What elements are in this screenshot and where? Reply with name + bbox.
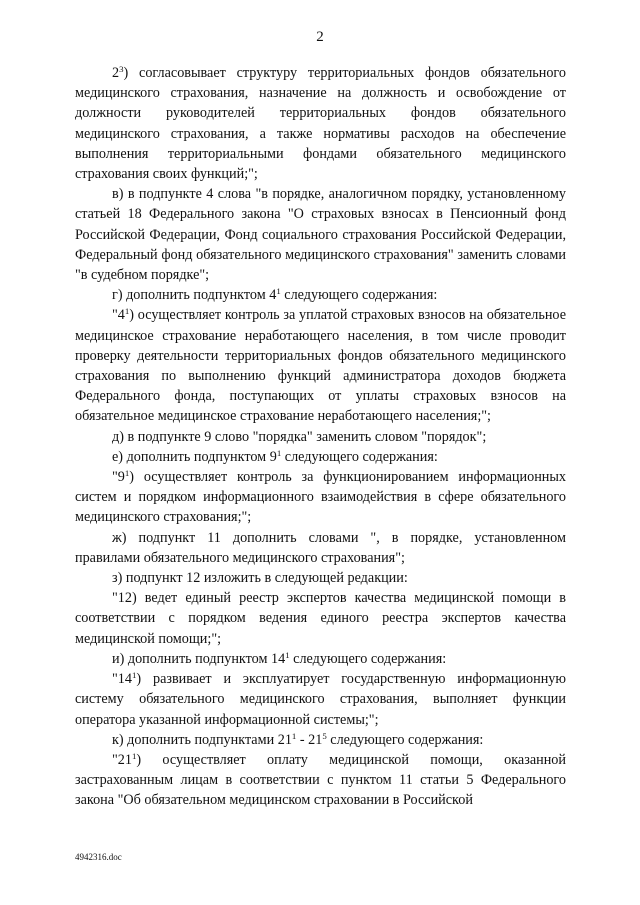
paragraph: "$14^1$) развивает и эксплуатирует государственную информационную систему обязательного медицинского страхования, выполняет функции оператора указанной информационной системы;"; — [75, 670, 566, 728]
page-number: 2 — [316, 29, 324, 45]
paragraph: в) в подпункте 4 слова "в порядке, аналогичном порядку, установленному статьей 18 Федерального закона "О страховых взносах в Пенсионный фонд Российской Федерации, Фонд социального страхования Российской Федерации, Федеральный фонд обязательного медицинского страхования" заменить словами "в судебном порядке"; — [75, 186, 566, 284]
paragraph: к) дополнить подпунктами $21^1 - 21^5$ следующего содержания: — [112, 730, 484, 748]
paragraph: г) дополнить подпунктом $4^1$ следующего содержания: — [112, 286, 438, 304]
document-body — [75, 63, 566, 811]
footer-filename: 4942316.doc — [75, 852, 122, 862]
paragraph: "12) ведет единый реестр экспертов качества медицинской помощи в соответствии с порядком ведения единого реестра экспертов качества медицинской помощи;"; — [75, 590, 566, 647]
paragraph: "$4^1$) осуществляет контроль за уплатой страховых взносов на обязательное медицинское страхование неработающего населения, в том числе проводит проверку деятельности территориальных фондов обязательного медицинского страхования по выполнению функций администратора доходов бюджета Федерального фонда, поступающих от уплаты страховых взносов на обязательное медицинское страхование неработающего населения;"; — [75, 306, 566, 425]
paragraph: ж) подпункт 11 дополнить словами ", в порядке, установленном правилами обязательного медицинского страхования"; — [75, 529, 566, 566]
paragraph: $2^3$) согласовывает структуру территориальных фондов обязательного медицинского страхования, назначение на должность и освобождение от должности руководителей территориальных фондов обязательного медицинского страхования, а также нормативы расходов на обеспечение выполнения территориальными фондами обязательного медицинского страхования своих функций;"; — [75, 64, 566, 183]
paragraph: е) дополнить подпунктом $9^1$ следующего содержания: — [112, 448, 438, 465]
paragraph: з) подпункт 12 изложить в следующей редакции: — [112, 570, 408, 587]
paragraph: "$9^1$) осуществляет контроль за функционированием информационных систем и порядком информационного взаимодействия в сфере обязательного медицинского страхования;"; — [75, 468, 566, 526]
paragraph: и) дополнить подпунктом $14^1$ следующего содержания: — [112, 650, 447, 667]
paragraph: д) в подпункте 9 слово "порядка" заменить словом "порядок"; — [112, 428, 487, 445]
paragraph: "$21^1$) осуществляет оплату медицинской помощи, оказанной застрахованным лицам в соответствии с пунктом 11 статьи 5 Федерального закона "Об обязательном медицинском страховании в Российской — [75, 751, 566, 809]
